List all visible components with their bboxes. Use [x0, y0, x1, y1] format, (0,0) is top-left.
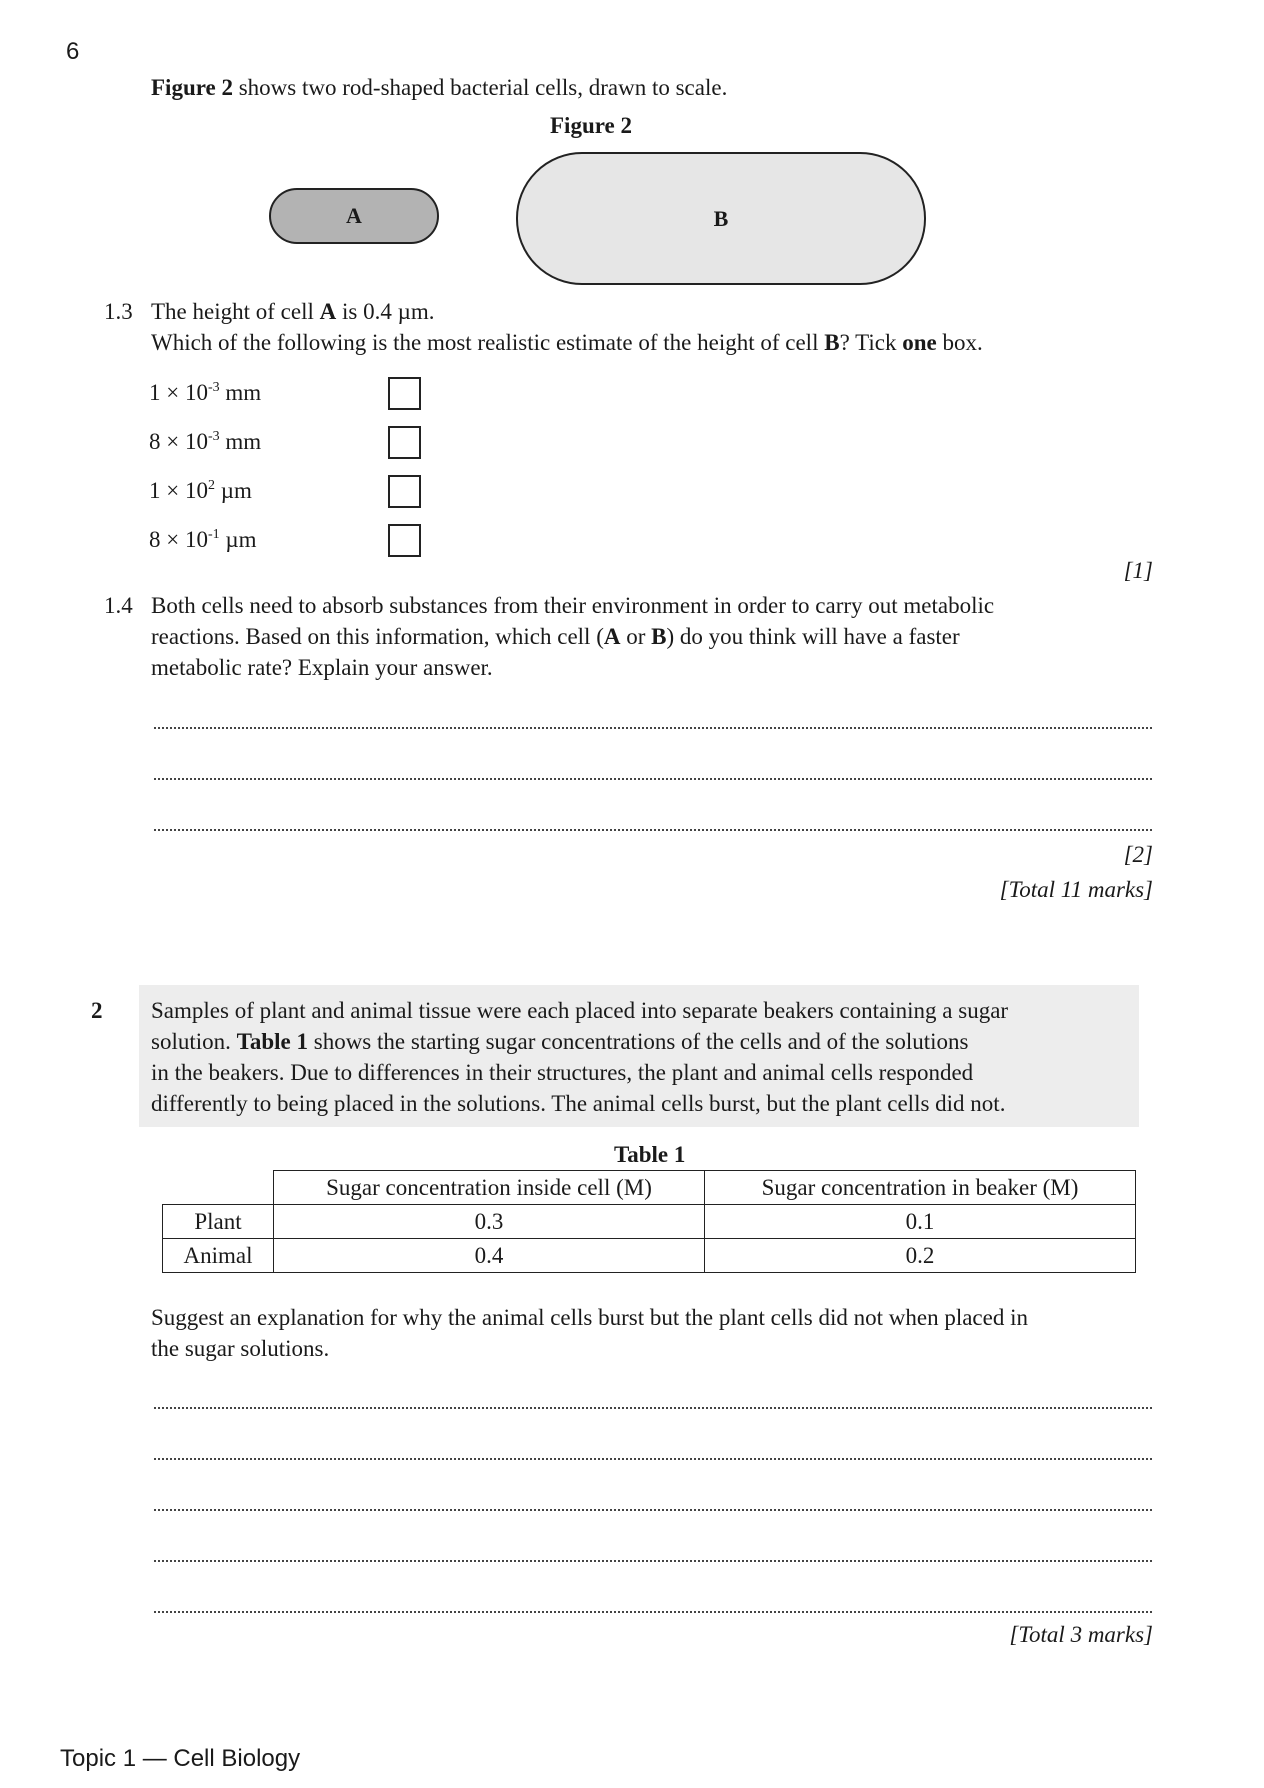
q2-l2-bold: Table 1 [236, 1029, 308, 1054]
q1-3-l1-post: is 0.4 µm. [336, 299, 435, 324]
q1-3-l2-post: box. [936, 330, 983, 355]
table-row [163, 1239, 1136, 1273]
option-3-unit: µm [214, 478, 252, 503]
q1-4-l2-or: or [620, 624, 652, 649]
answer-line[interactable] [154, 829, 1152, 831]
q1-3-l2-mid: ? Tick [839, 330, 903, 355]
figure-title: Figure 2 [550, 113, 632, 138]
option-3-base: 1 × 10 [149, 478, 208, 503]
figure-intro [151, 72, 727, 103]
option-2-checkbox[interactable] [388, 426, 421, 459]
option-2-base: 8 × 10 [149, 429, 208, 454]
q1-4-l2-post: ) do you think will have a faster [666, 624, 960, 649]
option-4-checkbox[interactable] [388, 524, 421, 557]
table-cell: 0.2 [705, 1239, 1136, 1273]
answer-line[interactable] [154, 778, 1152, 780]
option-2-unit: mm [219, 429, 262, 454]
q1-4-marks: [2] [1123, 842, 1153, 867]
q2-context-line1: Samples of plant and animal tissue were each placed into separate beakers containing a sugar [151, 998, 1009, 1023]
answer-line[interactable] [154, 1458, 1152, 1460]
q1-3-l2-bold2: one [902, 330, 937, 355]
q1-4-l2-pre: reactions. Based on this information, which cell ( [151, 624, 604, 649]
table-cell: 0.3 [274, 1205, 705, 1239]
q1-3-l1-bold: A [319, 299, 337, 324]
table-header-inside: Sugar concentration inside cell (M) [274, 1171, 705, 1205]
answer-line[interactable] [154, 1509, 1152, 1511]
q1-3-l2-bold: B [824, 330, 840, 355]
q1-4-line3: metabolic rate? Explain your answer. [151, 655, 493, 680]
table-header-beaker: Sugar concentration in beaker (M) [705, 1171, 1136, 1205]
cell-a [269, 188, 439, 244]
q1-3-l1-pre: The height of cell [151, 299, 320, 324]
q2-prompt-line2: the sugar solutions. [151, 1336, 330, 1361]
answer-line[interactable] [154, 1611, 1152, 1613]
q2-prompt-line1: Suggest an explanation for why the animal cells burst but the plant cells did not when placed in [151, 1305, 1028, 1330]
table-title: Table 1 [614, 1142, 686, 1167]
table-row-label: Animal [163, 1239, 274, 1273]
option-4-unit: µm [219, 527, 257, 552]
figure-ref: Figure 2 [151, 75, 233, 100]
option-1 [149, 378, 261, 408]
table-row-label: Plant [163, 1205, 274, 1239]
answer-line[interactable] [154, 727, 1152, 729]
option-2 [149, 427, 261, 457]
option-4-exp: -1 [207, 527, 220, 542]
q1-3-l2-pre: Which of the following is the most realistic estimate of the height of cell [151, 330, 825, 355]
option-1-unit: mm [219, 380, 262, 405]
cell-a-label: A [346, 203, 362, 228]
figure-intro-text: shows two rod-shaped bacterial cells, drawn to scale. [232, 75, 728, 100]
cell-b [516, 152, 926, 285]
option-3-checkbox[interactable] [388, 475, 421, 508]
table-row [163, 1205, 1136, 1239]
q1-3-marks: [1] [1123, 558, 1153, 583]
q2-context-line3: in the beakers. Due to differences in their structures, the plant and animal cells responded [151, 1060, 974, 1085]
answer-line[interactable] [154, 1560, 1152, 1562]
sugar-table [162, 1170, 1136, 1273]
option-1-checkbox[interactable] [388, 377, 421, 410]
q2-context-line2 [151, 1026, 968, 1057]
option-1-base: 1 × 10 [149, 380, 208, 405]
table-header-row [163, 1171, 1136, 1205]
q1-3-number: 1.3 [104, 299, 133, 324]
table-corner [163, 1171, 274, 1205]
q1-4-number: 1.4 [104, 593, 133, 618]
answer-line[interactable] [154, 1407, 1152, 1409]
q2-l2-pre: solution. [151, 1029, 237, 1054]
q1-total-marks: [Total 11 marks] [999, 877, 1153, 902]
option-4-base: 8 × 10 [149, 527, 208, 552]
option-1-exp: -3 [207, 380, 220, 395]
footer-topic: Topic 1 — Cell Biology [60, 1745, 301, 1772]
q1-4-l2-a: A [603, 624, 621, 649]
option-4 [149, 525, 257, 555]
q1-3-line1 [151, 296, 434, 327]
q1-4-line2 [151, 621, 960, 652]
q2-number: 2 [91, 998, 103, 1023]
table-cell: 0.1 [705, 1205, 1136, 1239]
table-cell: 0.4 [274, 1239, 705, 1273]
option-3-exp: 2 [207, 478, 215, 493]
cell-b-label: B [713, 205, 729, 231]
q2-l2-post: shows the starting sugar concentrations of the cells and of the solutions [308, 1029, 969, 1054]
q1-4-l2-b: B [651, 624, 667, 649]
page-number: 6 [66, 38, 80, 65]
option-3 [149, 476, 252, 506]
option-2-exp: -3 [207, 429, 220, 444]
q2-total-marks: [Total 3 marks] [1009, 1622, 1153, 1647]
q2-context-line4: differently to being placed in the solutions. The animal cells burst, but the plant cells did not. [151, 1091, 1006, 1116]
q1-4-line1: Both cells need to absorb substances from their environment in order to carry out metabolic [151, 593, 995, 618]
q1-3-line2 [151, 327, 983, 358]
